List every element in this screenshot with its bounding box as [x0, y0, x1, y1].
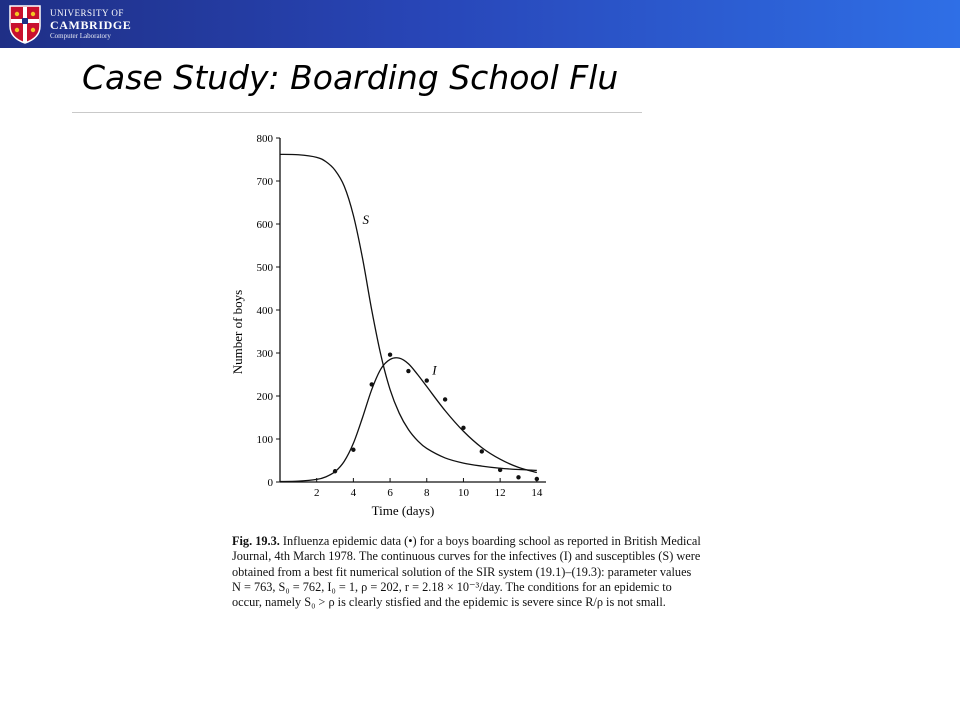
- figure-caption: [232, 534, 752, 610]
- data-point: [388, 353, 392, 357]
- y-axis-label: Number of boys: [230, 289, 245, 375]
- caption-line-3: obtained from a best fit numerical solution of the SIR system (19.1)–(19.3): parameter values: [232, 564, 692, 579]
- caption-line-1: [232, 534, 752, 549]
- title-divider: [72, 112, 642, 113]
- y-tick-label: 400: [256, 305, 273, 317]
- data-point: [425, 378, 429, 382]
- data-point: [498, 468, 502, 472]
- y-tick-label: 300: [256, 348, 273, 360]
- y-tick-label: 700: [256, 176, 273, 188]
- data-point: [480, 449, 484, 453]
- x-axis-label: Time (days): [371, 503, 435, 518]
- y-tick-label: 600: [256, 219, 273, 231]
- y-tick-label: 100: [256, 434, 273, 446]
- data-point: [333, 469, 337, 473]
- x-tick-label: 14: [531, 487, 543, 499]
- logo-line-2: CAMBRIDGE: [50, 17, 132, 32]
- caption-fig-label: Fig. 19.3.: [232, 534, 280, 548]
- caption-line-5: occur, namely S₀ > ρ is clearly stisfied and the epidemic is severe since R/ρ is not small.: [232, 595, 666, 610]
- data-point: [516, 475, 520, 479]
- y-tick-label: 800: [256, 133, 273, 145]
- data-point: [351, 448, 355, 452]
- data-point: [406, 369, 410, 373]
- x-tick-label: 6: [387, 487, 393, 499]
- crest-icon: [8, 4, 42, 44]
- data-point: [535, 477, 539, 481]
- x-tick-label: 8: [424, 487, 430, 499]
- x-tick-label: 12: [494, 487, 506, 499]
- curve-s: [280, 154, 537, 470]
- data-point: [461, 426, 465, 430]
- header-bar: [0, 0, 960, 48]
- y-tick-label: 0: [267, 477, 273, 489]
- x-tick-label: 10: [457, 487, 469, 499]
- x-tick-label: 2: [313, 487, 320, 499]
- slide-title: Case Study: Boarding School Flu: [82, 58, 619, 97]
- curve-label-i: I: [432, 362, 437, 378]
- y-tick-label: 200: [256, 391, 273, 403]
- caption-line-2: Journal, 4th March 1978. The continuous curves for the infectives (I) and susceptibles (S) were: [232, 549, 701, 564]
- university-logo: [8, 4, 148, 44]
- curve-label-s: S: [362, 212, 370, 227]
- caption-line-1-text: Influenza epidemic data (•) for a boys boarding school as reported in British Medical: [282, 534, 701, 548]
- caption-line-4: N = 763, S₀ = 762, I₀ = 1, ρ = 202, r = 2.18 × 10⁻³/day. The conditions for an epidemic to: [232, 579, 672, 594]
- x-tick-label: 4: [350, 487, 357, 499]
- logo-line-3: Computer Laboratory: [50, 31, 111, 40]
- data-point: [443, 397, 447, 401]
- sir-epidemic-chart: [228, 126, 558, 522]
- logo-line-1: UNIVERSITY OF: [50, 7, 124, 18]
- data-point: [370, 382, 374, 386]
- curve-i: [280, 358, 537, 482]
- y-tick-label: 500: [256, 262, 273, 274]
